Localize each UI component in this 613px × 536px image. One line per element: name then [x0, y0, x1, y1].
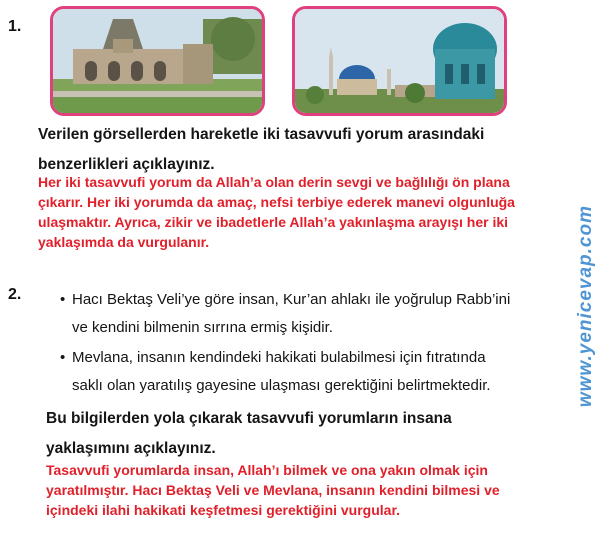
question-1-line-2: benzerlikleri açıklayınız.	[38, 156, 215, 173]
bullet-hacibektas	[60, 286, 592, 342]
mevlana-mosque-photo	[292, 6, 507, 116]
question-2-line-1: Bu bilgilerden yola çıkarak tasavvufi yorumların insana	[46, 410, 452, 427]
bullet-mevlana	[60, 344, 592, 400]
blue-dome-mosque-illustration	[295, 9, 504, 113]
bullet-1-line-2: ve kendini bilmenin sırrına ermiş kişidir.	[72, 319, 333, 336]
answer-1-line-1: Her iki tasavvufi yorum da Allah’a olan derin sevgi ve bağlılığı ön plana	[38, 174, 510, 190]
question-1-line-1: Verilen görsellerden hareketle iki tasavvufi yorum arasındaki	[38, 126, 485, 143]
answer-1-line-4: yaklaşımda da vurgulanır.	[38, 234, 210, 250]
question-1-prompt	[38, 120, 578, 180]
question-1-number: 1.	[8, 18, 22, 35]
hacibektas-complex-photo	[50, 6, 265, 116]
question-2-answer	[46, 460, 586, 520]
answer-2-line-2: yaratılmıştır. Hacı Bektaş Veli ve Mevlana, insanın kendini bilmesi ve	[46, 482, 500, 498]
bullet-dot-icon: •	[60, 291, 66, 308]
bullet-dot-icon: •	[60, 349, 66, 366]
question-1-answer	[38, 172, 583, 252]
bullet-1-line-1: Hacı Bektaş Veli’ye göre insan, Kur’an ahlakı ile yoğrulup Rabb’ini	[72, 291, 511, 308]
question-2-number: 2.	[8, 286, 22, 303]
question-2-prompt	[46, 404, 566, 464]
answer-2-line-3: içindeki ilahi hakikati keşfetmesi gerektiğini vurgular.	[46, 502, 401, 518]
answer-1-line-3: ulaşmaktır. Ayrıca, zikir ve ibadetlerle Allah’a yakınlaşma arayışı her iki	[38, 214, 509, 230]
answer-2-line-1: Tasavvufi yorumlarda insan, Allah’ı bilmek ve ona yakın olmak için	[46, 462, 488, 478]
answer-1-line-2: çıkarır. Her iki yorumda da amaç, nefsi terbiye ederek manevi olgunluğa	[38, 194, 515, 210]
stone-tomb-illustration	[53, 9, 262, 113]
bullet-2-line-2: saklı olan yaratılış gayesine ulaşması gerektiğini belirtmektedir.	[72, 377, 491, 394]
site-watermark: www.yenicevap.com	[575, 205, 596, 408]
question-2-line-2: yaklaşımını açıklayınız.	[46, 440, 216, 457]
bullet-2-line-1: Mevlana, insanın kendindeki hakikati bulabilmesi için fıtratında	[72, 349, 486, 366]
